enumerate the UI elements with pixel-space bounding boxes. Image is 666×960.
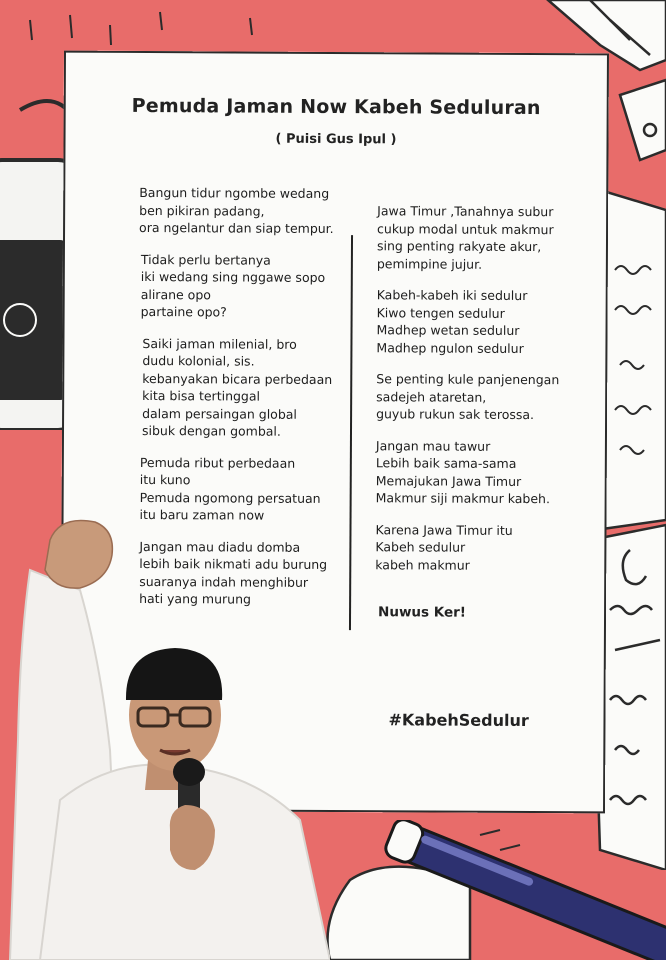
poem-line: kebanyakan bicara perbedaan [142,370,333,387]
poem-line: kabeh makmur [375,556,470,573]
stanza [376,286,586,357]
poem-line: Madhep wetan sedulur [376,322,520,338]
poem-line: iki wedang sing nggawe sopo [140,268,326,285]
poem-signoff: Nuwus Ker! [378,604,467,621]
poem-line: Lebih baik sama-sama [375,455,517,471]
poem-line: itu baru zaman now [139,506,265,523]
poem-line: ora ngelantur dan siap tempur. [139,219,334,236]
poem-line: hati yang murung [139,590,252,607]
poem-line: sadejeh ataretan, [376,388,487,405]
stanza [377,202,587,273]
poem-line: sibuk dengan gombal. [141,422,281,439]
poem-line: Kabeh-kabeh iki sedulur [376,287,528,304]
poem-line: Jangan mau tawur [375,437,491,454]
poem-line: dalam persaingan global [142,405,297,422]
stanza [376,437,586,508]
poem-line: Karena Jawa Timur itu [375,521,513,538]
stanza [375,521,585,575]
poem-line: Jangan mau diadu domba [139,538,301,555]
poem-line: Jawa Timur ,Tanahnya subur [377,203,554,220]
poem-line: alirane opo [140,286,211,302]
poem-line: sing penting rakyate akur, [376,238,542,255]
poem-line: Bangun tidur ngombe wedang [139,184,330,201]
poem-right-column [375,202,587,588]
poem-line: Makmur siji makmur kabeh. [375,490,550,507]
poem-line: Kabeh sedulur [375,539,466,555]
poem-line: Saiki jaman milenial, bro [142,335,297,352]
poem-line: kita bisa tertinggal [142,387,261,404]
poem-line: ben pikiran padang, [139,202,265,219]
poem-title: Pemuda Jaman Now Kabeh Seduluran [131,94,541,120]
poem-line: Madhep ngulon sedulur [376,339,524,356]
poem-author: ( Puisi Gus Ipul ) [275,131,397,148]
poem-line: itu kuno [139,471,191,488]
poem-line: pemimpine jujur. [376,255,483,272]
poem-line: Kiwo tengen sedulur [376,304,505,321]
poem-line: partaine opo? [140,303,227,320]
poem-line: suaranya indah menghibur [139,573,309,590]
man-with-microphone-photo [0,500,330,960]
poem-line: Tidak perlu bertanya [140,251,271,268]
poem-line: Pemuda ngomong persatuan [139,489,321,506]
poem-line: Pemuda ribut perbedaan [139,454,296,471]
poem-line: dudu kolonial, sis. [142,352,255,369]
poem-line: Memajukan Jawa Timur [375,472,522,489]
poem-line: Se penting kule panjenengan [376,371,560,388]
poem-line: cukup modal untuk makmur [377,220,554,237]
pen-doodle [380,820,666,960]
hashtag: #KabehSedulur [388,710,529,731]
poem-line: guyub rukun sak terossa. [376,406,535,423]
stanza [141,250,359,321]
poem-line: lebih baik nikmati adu burung [139,555,328,572]
stanza [139,184,359,238]
stanza [142,334,359,440]
stanza [376,370,586,424]
